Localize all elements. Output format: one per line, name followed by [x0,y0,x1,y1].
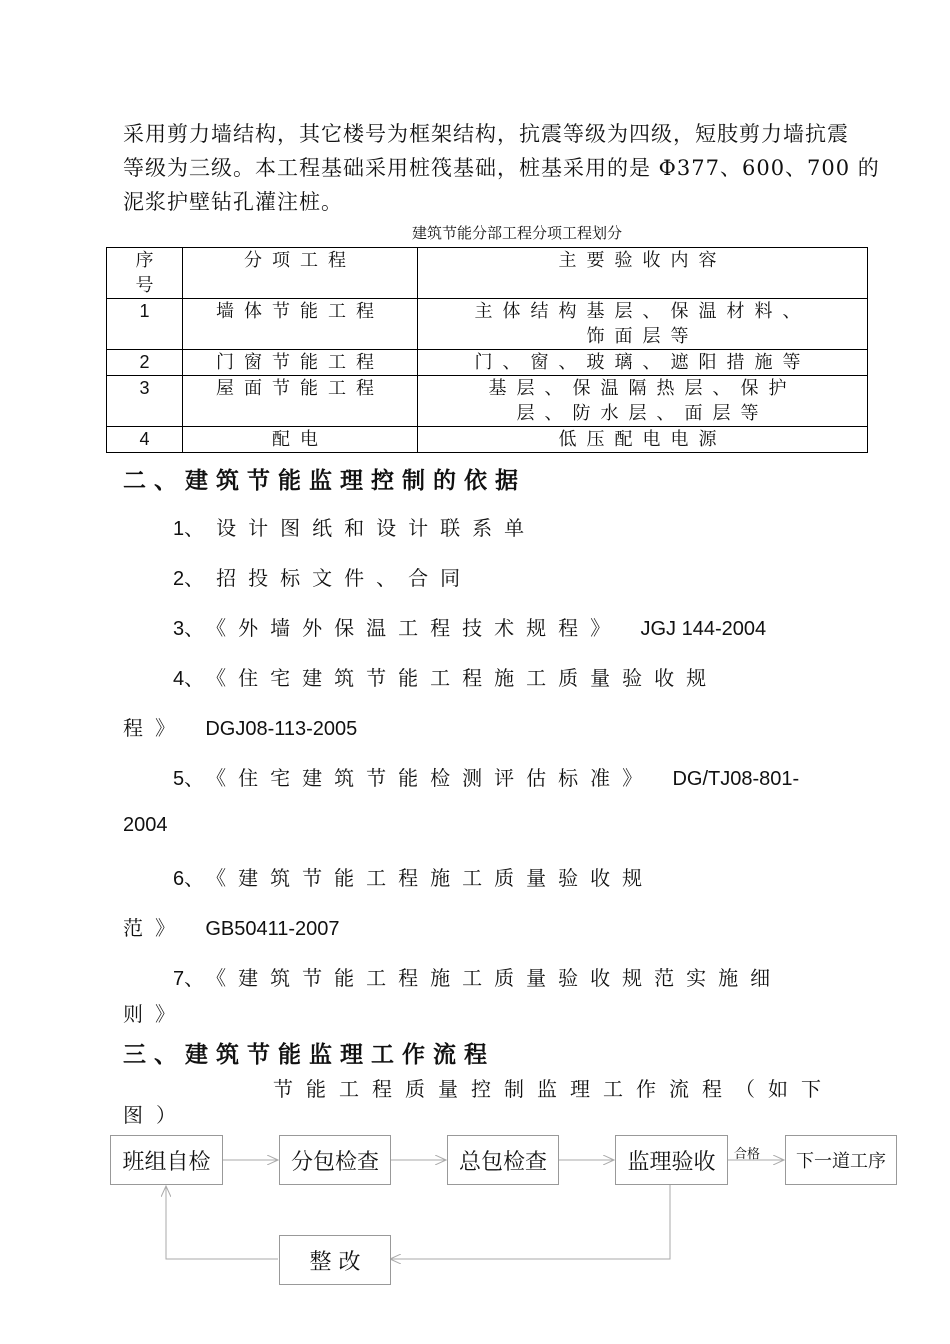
flow-subtitle-line-1: 节能工程质量控制监理工作流程（如下 [273,1077,834,1101]
basis-item-cont: 范》 GB50411-2007 [123,916,340,940]
flow-subtitle-line-2: 图） [123,1103,189,1127]
row-no: 1 [107,299,183,350]
basis-item-cont: 则》 [123,1002,187,1026]
header-content: 主要验收内容 [418,248,868,299]
flow-step-subcontractor-check: 分包检查 [279,1135,391,1185]
row-no: 3 [107,376,183,427]
row-no: 2 [107,350,183,376]
header-item: 分项工程 [183,248,418,299]
flow-arrow-rectify [390,1185,670,1259]
flow-arrow-return [166,1186,278,1259]
flow-step-rectify: 整 改 [279,1235,391,1285]
row-content-line-2: 层、防水层、面层等 [516,403,769,424]
basis-item: 3、《外墙外保温工程技术规程》 JGJ 144-2004 [173,616,767,640]
basis-item: 6、《建筑节能工程施工质量验收规 [173,866,655,890]
intro-line-2: 等级为三级。本工程基础采用桩筏基础，桩基采用的是 Φ377、600、700 的 [123,156,880,180]
row-content-line-1: 基层、保温隔热层、保护 [488,378,797,399]
intro-line-3: 泥浆护壁钻孔灌注桩。 [123,190,343,214]
row-item: 屋面节能工程 [183,376,418,427]
section-2-heading: 二、建筑节能监理控制的依据 [123,468,526,494]
intro-line-1: 采用剪力墙结构，其它楼号为框架结构，抗震等级为四级，短肢剪力墙抗震 [123,122,849,146]
basis-item: 4、《住宅建筑节能工程施工质量验收规 [173,666,719,690]
row-content: 门、窗、玻璃、遮阳措施等 [418,350,868,376]
standard-code: 2004 [123,814,168,836]
header-no-line-2: 号 [135,275,154,296]
section-3-heading: 三、建筑节能监理工作流程 [123,1042,495,1068]
flow-step-supervision-acceptance: 监理验收 [615,1135,728,1185]
row-content-line-1: 主体结构基层、保温材料、 [474,301,811,322]
row-item: 门窗节能工程 [183,350,418,376]
header-no-line-1: 序 [135,250,154,271]
row-item: 墙体节能工程 [183,299,418,350]
standard-code: DGJ08-113-2005 [205,718,358,740]
basis-item-cont: 程》 DGJ08-113-2005 [123,716,358,740]
row-content-line-2: 饰面层等 [586,326,699,347]
basis-item: 2、招投标文件、合同 [173,566,473,590]
row-no: 4 [107,427,183,453]
flow-pass-label: 合格 [734,1147,761,1162]
flow-step-general-check: 总包检查 [447,1135,559,1185]
flow-step-team-check: 班组自检 [110,1135,223,1185]
row-content: 低压配电电源 [418,427,868,453]
table-caption: 建筑节能分部工程分项工程划分 [411,224,622,242]
flow-step-next-process: 下一道工序 [785,1135,897,1185]
standard-code: DG/TJ08-801- [672,768,800,790]
basis-item: 7、《建筑节能工程施工质量验收规范实施细 [173,966,783,990]
row-item: 配电 [183,427,418,453]
basis-item: 1、设计图纸和设计联系单 [173,516,537,540]
standard-code: JGJ 144-2004 [640,618,767,640]
standard-code: GB50411-2007 [205,918,340,940]
basis-item: 5、《住宅建筑节能检测评估标准》 DG/TJ08-801- [173,766,800,790]
